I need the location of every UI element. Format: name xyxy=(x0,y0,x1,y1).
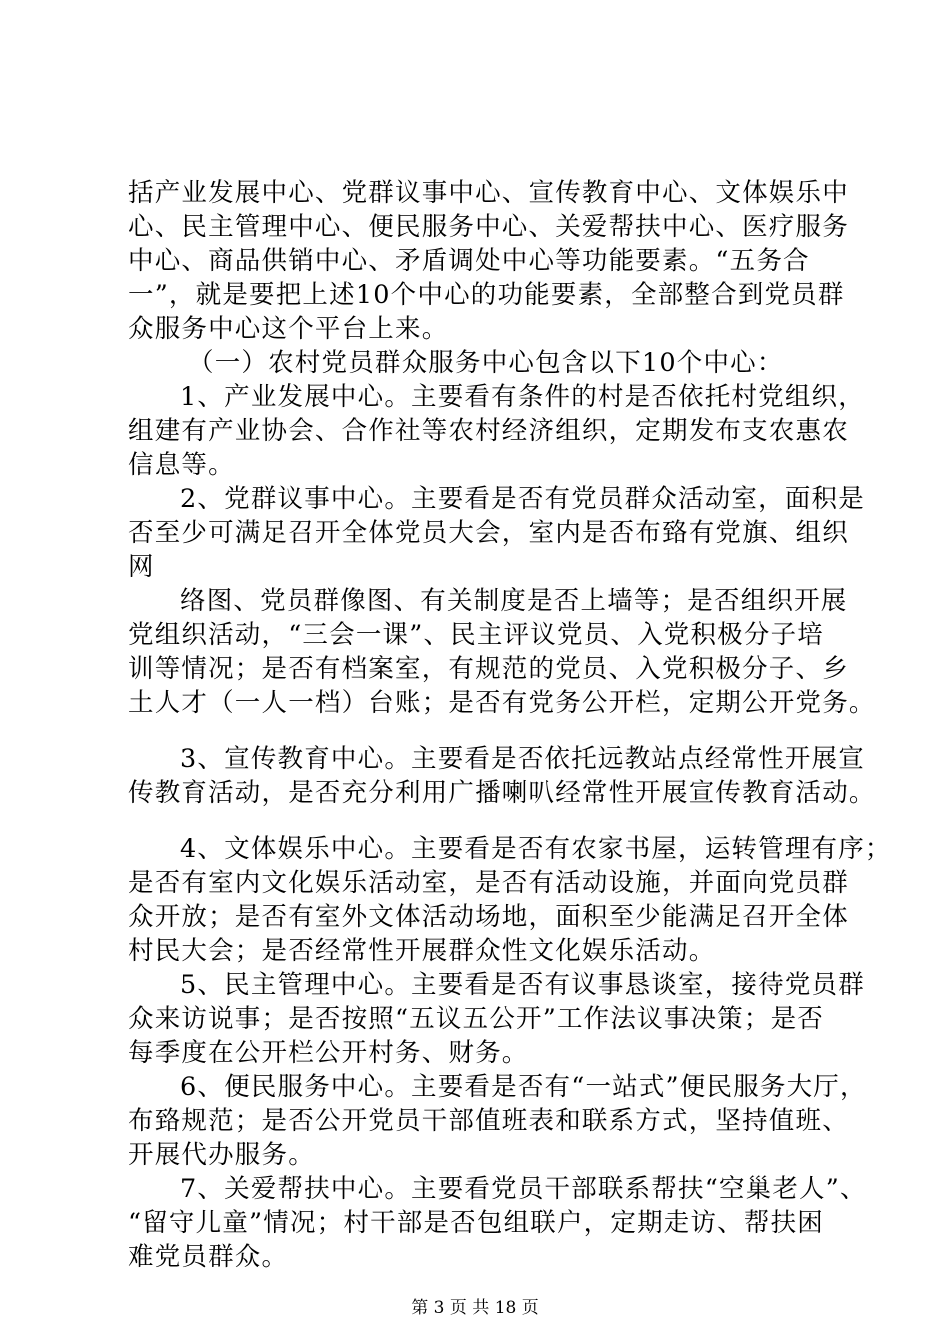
text-line: 党组织活动，“三会一课”、民主评议党员、入党积极分子培 xyxy=(128,620,824,650)
text-line: 是否有室内文化娱乐活动室，是否有活动设施，并面向党员群 xyxy=(128,868,849,898)
text-line: 众开放；是否有室外文体活动场地，面积至少能满足召开全体 xyxy=(128,902,849,932)
text-line: 5、民主管理中心。主要看是否有议事恳谈室，接待党员群 xyxy=(180,970,865,1000)
text-line: 1、产业发展中心。主要看有条件的村是否依托村党组织， xyxy=(180,382,865,412)
text-line: 每季度在公开栏公开村务、财务。 xyxy=(128,1038,529,1068)
text-line: 众服务中心这个平台上来。 xyxy=(128,314,449,344)
text-line: 络图、党员群像图、有关制度是否上墙等；是否组织开展 xyxy=(180,586,848,616)
text-line: 3、宣传教育中心。主要看是否依托远教站点经常性开展宣 xyxy=(180,744,865,774)
text-line: 网 xyxy=(128,552,155,582)
section-heading: （一）农村党员群众服务中心包含以下10个中心： xyxy=(188,348,784,378)
text-line: “留守儿童”情况；村干部是否包组联户，定期走访、帮扶困 xyxy=(128,1208,824,1238)
text-line: 组建有产业协会、合作社等农村经济组织，定期发布支农惠农 xyxy=(128,416,849,446)
text-line: 6、便民服务中心。主要看是否有“一站式”便民服务大厅， xyxy=(180,1072,867,1102)
page-number: 第 3 页 共 18 页 xyxy=(411,1298,539,1318)
text-line: 难党员群众。 xyxy=(128,1242,289,1272)
text-line: 土人才（一人一档）台账；是否有党务公开栏，定期公开党务。 xyxy=(128,688,876,718)
text-line: 否至少可满足召开全体党员大会，室内是否布臵有党旗、组织 xyxy=(128,518,849,548)
text-line: 心、民主管理中心、便民服务中心、关爱帮扶中心、医疗服务 xyxy=(128,212,849,242)
text-line: 传教育活动，是否充分利用广播喇叭经常性开展宣传教育活动。 xyxy=(128,778,876,808)
text-line: 训等情况；是否有档案室，有规范的党员、入党积极分子、乡 xyxy=(128,654,849,684)
text-line: 一”，就是要把上述10个中心的功能要素，全部整合到党员群 xyxy=(128,280,845,310)
text-line: 信息等。 xyxy=(128,450,235,480)
text-line: 布臵规范；是否公开党员干部值班表和联系方式，坚持值班、 xyxy=(128,1106,849,1136)
text-line: 4、文体娱乐中心。主要看是否有农家书屋，运转管理有序； xyxy=(180,834,892,864)
text-line: 开展代办服务。 xyxy=(128,1140,315,1170)
text-line: 括产业发展中心、党群议事中心、宣传教育中心、文体娱乐中 xyxy=(128,178,849,208)
text-line: 7、关爱帮扶中心。主要看党员干部联系帮扶“空巢老人”、 xyxy=(180,1174,867,1204)
text-line: 2、党群议事中心。主要看是否有党员群众活动室，面积是 xyxy=(180,484,865,514)
text-line: 中心、商品供销中心、矛盾调处中心等功能要素。“五务合 xyxy=(128,246,810,276)
text-line: 众来访说事；是否按照“五议五公开”工作法议事决策；是否 xyxy=(128,1004,824,1034)
text-line: 村民大会；是否经常性开展群众性文化娱乐活动。 xyxy=(128,936,716,966)
